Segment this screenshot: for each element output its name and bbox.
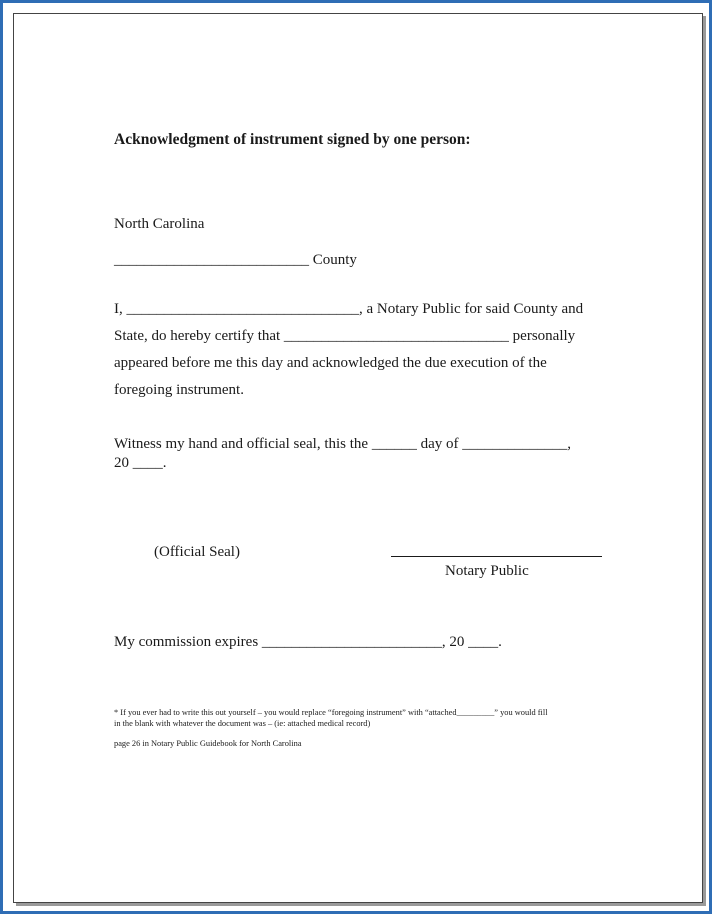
witness-line-2: 20 ____. [114,455,167,471]
official-seal-label: (Official Seal) [154,544,240,560]
source-note: page 26 in Notary Public Guidebook for North Carolina [114,739,302,748]
county-line: __________________________ County [114,252,357,268]
notary-public-label: Notary Public [445,563,529,579]
footnote-line-2: in the blank with whatever the document was – (ie: attached medical record) [114,719,371,728]
certify-line-3: appeared before me this day and acknowledged the due execution of the [114,355,547,371]
commission-expires-line: My commission expires ________________________, 20 ____. [114,634,502,650]
document-heading: Acknowledgment of instrument signed by one person: [114,131,471,148]
certify-line-2: State, do hereby certify that ______________________________ personally [114,328,576,344]
footnote-line-1: * If you ever had to write this out yourself – you would replace “foregoing instrument” with “attached_________” you would fill [114,708,548,717]
state-name: North Carolina [114,216,205,232]
signature-line [391,556,602,557]
certify-line-1: I, _______________________________, a Notary Public for said County and [114,301,584,317]
witness-line-1: Witness my hand and official seal, this the ______ day of ______________, [114,436,571,452]
certify-line-4: foregoing instrument. [114,382,244,398]
